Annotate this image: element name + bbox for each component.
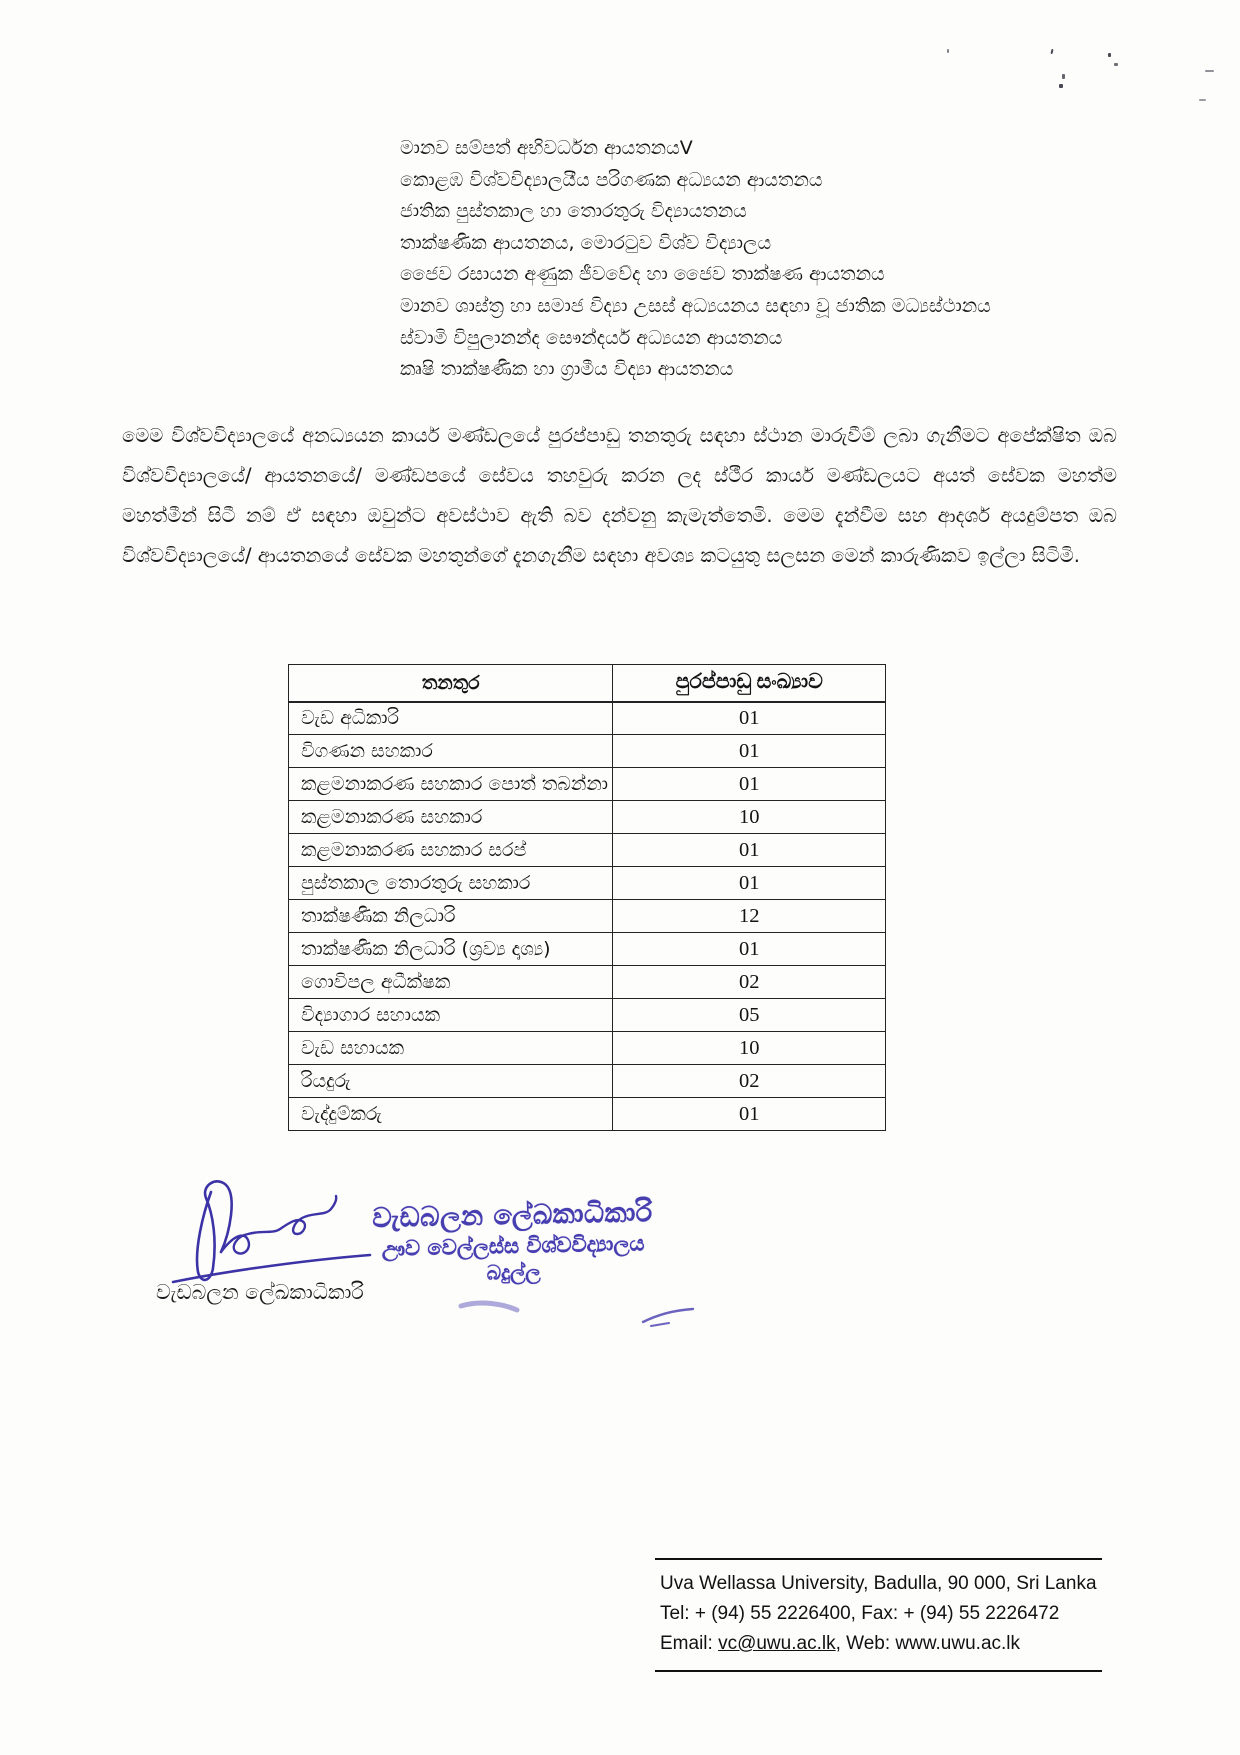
scan-speck [1051,49,1054,54]
email-label: Email: [660,1633,719,1654]
position-cell: ගොවිපල අධීක්ෂක [289,966,613,999]
position-cell: තාක්ෂණික නිලධාරි (ශ්‍රව්‍ය දෘශ්‍ය) [289,933,613,966]
position-cell: කළමනාකරණ සහකාර සරප් [289,834,613,867]
stamp-ink-swash [455,1288,715,1328]
university-contact-footer [655,1558,1102,1672]
table-row [289,768,886,801]
scan-speck [1199,99,1206,101]
vacancy-count-cell: 12 [613,900,886,933]
position-cell: වැඩ සහායක [289,1032,613,1065]
institution-name: ස්වාමි විපුලානන්ද සෞන්දර්ය අධ්‍යයන ආයතනය [400,326,783,349]
institution-name: ජාතික පුස්තකාල හා තොරතුරු විද්‍යායතනය [400,200,747,223]
signatory-designation: වැඩබලන ලේඛකාධිකාරි [156,1280,364,1304]
position-cell: රියදුරු [289,1065,613,1098]
stamp-title: වැඩබලන ලේඛකාධිකාරි [371,1197,653,1234]
letter-body-paragraph: මෙම විශ්වවිද්‍යාලයේ අනධ්‍යයන කාර්ය මණ්ඩලයේ පුරප්පාඩු තනතුරු සඳහා ස්ථාන මාරුවීම් ලබා ගැනීමට අපේක්ෂිත ඔබ විශ්වවිද්‍යාලයේ/ ආයතනයේ/ මණ්ඩපයේ සේවය තහවුරු කරන ලද ස්ථීර කාර්ය මණ්ඩලයට අයත් සේවක මහත්ම මහත්මීන් සිටී නම් ඒ සඳහා ඔවුන්ට අවස්ථාව ඇති බව දන්වනු කැමැත්තෙමි. මෙම දැන්වීම සහ ආදර්ශ අයදුම්පත ඔබ විශ්වවිද්‍යාලයේ/ ආයතනයේ සේවක මහතුන්ගේ දැනගැනීම සඳහා අවශ්‍ය කටයුතු සලසන මෙන් කාරුණිකව ඉල්ලා සිටිමි. [122,424,1117,567]
scan-speck [1114,63,1118,66]
institution-name: කොළඹ විශ්වවිද්‍යාලයීය පරිගණක අධ්‍යයන ආයතනය [400,168,823,191]
position-cell: වැඩ අධිකාරි [289,702,613,735]
vacancy-table [288,664,886,1131]
stamp-university: ඌව වෙල්ලස්ස විශ්වවිද්‍යාලය [381,1231,645,1261]
table-row [289,1098,886,1131]
table-row [289,1032,886,1065]
vacancy-count-cell: 10 [613,1032,886,1065]
table-row [289,933,886,966]
position-cell: විගණන සහකාර [289,735,613,768]
stamp-city: බදුල්ල [486,1259,541,1285]
vacancy-count-cell: 01 [613,1098,886,1131]
vacancy-count-cell: 01 [613,702,886,735]
institution-name: ජෛව රසායන අණුක ජීවවේද හා ජෛව තාක්ෂණ ආයතනය [400,263,885,286]
header-vacancy-count: පුරප්පාඩු සංඛ්‍යාව [613,665,886,702]
institution-name: මානව සම්පත් අභිවර්ධන ආයතනයV [400,137,693,159]
table-row [289,900,886,933]
vacancy-count-cell: 05 [613,999,886,1032]
vacancy-count-cell: 02 [613,1065,886,1098]
table-row [289,999,886,1032]
office-stamp [347,1197,679,1288]
position-cell: විද්‍යාගාර සහායක [289,999,613,1032]
scan-speck [947,49,949,53]
institution-name: මානව ශාස්ත්‍ර හා සමාජ විද්‍යා උසස් අධ්‍යයනය සඳහා වූ ජාතික මධ්‍යස්ථානය [400,294,991,317]
web-address: , Web: www.uwu.ac.lk [835,1633,1021,1654]
recipient-institution-list [400,133,991,386]
table-row [289,966,886,999]
vacancy-count-cell: 01 [613,834,886,867]
institution-name: කෘෂි තාක්ෂණික හා ග්‍රාමීය විද්‍යා ආයතනය [400,358,734,381]
position-cell: කළමනාකරණ සහකාර පොත් තබන්නා [289,768,613,801]
table-header-row [289,665,886,702]
vacancy-count-cell: 10 [613,801,886,834]
scan-speck [1062,74,1065,79]
vacancy-count-cell: 01 [613,867,886,900]
position-cell: පුස්තකාල තොරතුරු සහකාර [289,867,613,900]
vacancy-count-cell: 01 [613,933,886,966]
table-row [289,801,886,834]
table-row [289,702,886,735]
footer-email-web [660,1629,1102,1659]
position-cell: වැද්දුම්කරු [289,1098,613,1131]
table-row [289,834,886,867]
table-row [289,1065,886,1098]
email-address: vc@uwu.ac.lk [718,1633,836,1654]
footer-tel-fax: Tel: + (94) 55 2226400, Fax: + (94) 55 2226472 [660,1603,1060,1624]
footer-address: Uva Wellassa University, Badulla, 90 000, Sri Lanka [660,1573,1097,1594]
vacancy-count-cell: 01 [613,735,886,768]
position-cell: තාක්ෂණික නිලධාරි [289,900,613,933]
vacancy-count-cell: 02 [613,966,886,999]
table-row [289,735,886,768]
header-position: තනතුර [289,665,613,702]
table-row [289,867,886,900]
institution-name: තාක්ෂණික ආයතනය, මොරටුව විශ්ව විද්‍යාලය [400,231,772,254]
vacancy-count-cell: 01 [613,768,886,801]
scan-speck [1205,70,1214,72]
position-cell: කළමනාකරණ සහකාර [289,801,613,834]
scan-speck [1108,53,1111,57]
scan-speck [1059,84,1063,88]
